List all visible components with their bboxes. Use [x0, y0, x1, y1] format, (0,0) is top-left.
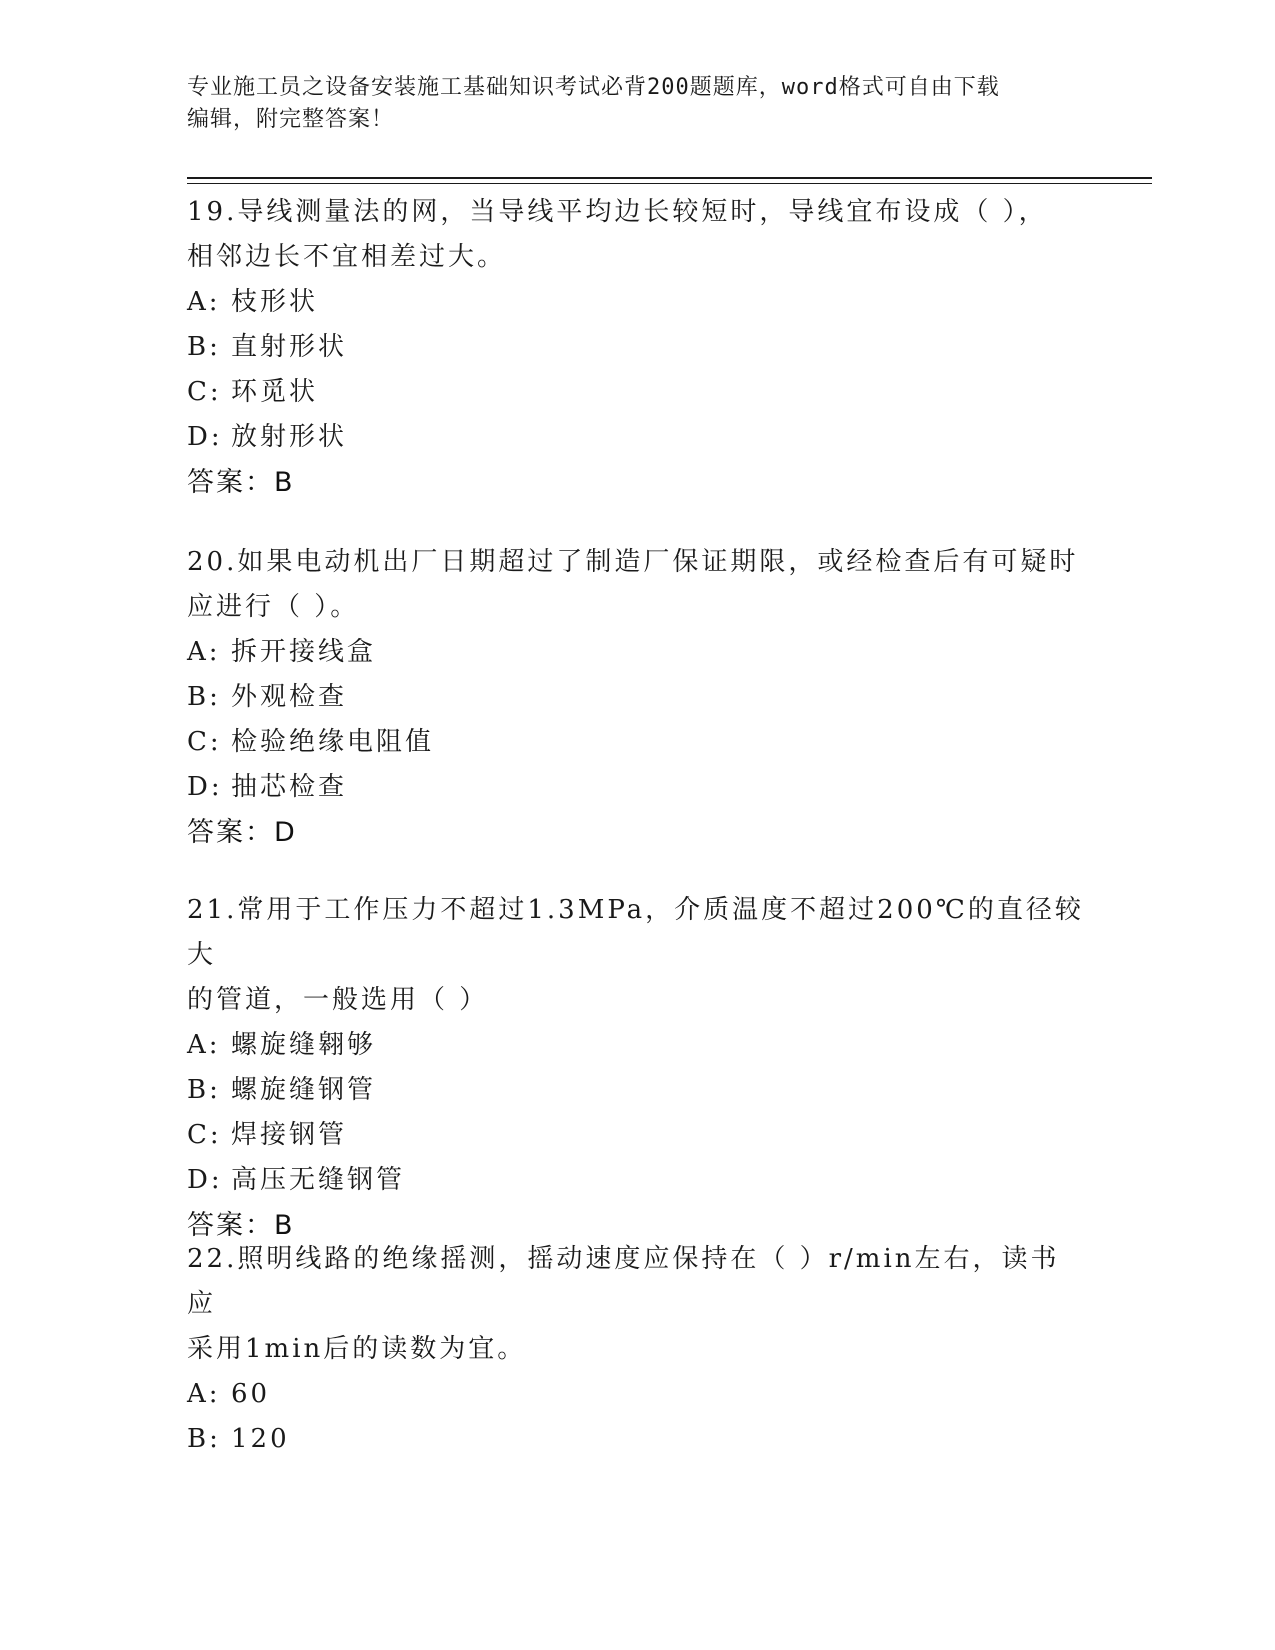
option-text: 检验绝缘电阻值: [231, 727, 435, 757]
option-c: [187, 370, 1087, 415]
option-text: 枝形状: [231, 287, 319, 317]
question-19: [187, 190, 1087, 505]
option-a: [187, 630, 1087, 675]
question-text-line-1: 20.如果电动机出厂日期超过了制造厂保证期限，或经检查后有可疑时: [187, 547, 1079, 577]
option-letter: A:: [187, 1379, 221, 1409]
question-21: [187, 888, 1087, 1248]
option-text: 环觅状: [231, 377, 319, 407]
option-letter: A:: [187, 1030, 221, 1060]
option-text: 焊接钢管: [231, 1120, 348, 1150]
option-letter: C:: [187, 727, 222, 757]
answer-label: 答案：D: [187, 817, 297, 848]
option-text: 直射形状: [231, 332, 348, 362]
option-d: [187, 415, 1087, 460]
header-divider-thick: [187, 177, 1152, 179]
option-letter: A:: [187, 287, 221, 317]
option-letter: C:: [187, 1120, 222, 1150]
option-a: [187, 1023, 1087, 1068]
option-text: 放射形状: [231, 422, 348, 452]
option-b: [187, 1417, 1087, 1462]
option-text: 60: [231, 1379, 271, 1409]
question-text-line-2: 相邻边长不宜相差过大。: [187, 242, 507, 272]
header-line-1: 专业施工员之设备安装施工基础知识考试必背200题题库，word格式可自由下载: [187, 75, 1000, 100]
option-text: 抽芯检查: [231, 772, 348, 802]
option-b: [187, 675, 1087, 720]
question-text-line-1: 22.照明线路的绝缘摇测，摇动速度应保持在（ ）r/min左右，读书应: [187, 1244, 1060, 1319]
option-letter: D:: [187, 1165, 223, 1195]
option-a: [187, 1372, 1087, 1417]
option-letter: C:: [187, 377, 222, 407]
question-text-line-2: 的管道，一般选用（ ）: [187, 985, 489, 1015]
option-text: 外观检查: [231, 682, 348, 712]
question-text-line-2: 应进行（ ）。: [187, 592, 360, 622]
question-text-line-2: 采用1min后的读数为宜。: [187, 1334, 527, 1364]
option-text: 螺旋缝翱够: [231, 1030, 377, 1060]
question-22: [187, 1237, 1087, 1462]
option-letter: A:: [187, 637, 221, 667]
option-letter: D:: [187, 772, 223, 802]
answer-label: 答案：B: [187, 1210, 295, 1241]
option-letter: B:: [187, 332, 221, 362]
option-d: [187, 765, 1087, 810]
header-line-2: 编辑，附完整答案！: [187, 107, 395, 132]
option-letter: D:: [187, 422, 223, 452]
document-header: [187, 72, 1087, 136]
question-20: [187, 540, 1087, 855]
option-c: [187, 1113, 1087, 1158]
option-text: 120: [231, 1424, 290, 1454]
question-text-line-1: 19.导线测量法的网，当导线平均边长较短时，导线宜布设成（ ），: [187, 197, 1048, 227]
option-d: [187, 1158, 1087, 1203]
option-letter: B:: [187, 682, 221, 712]
question-text-line-1: 21.常用于工作压力不超过1.3MPa，介质温度不超过200℃的直径较大: [187, 895, 1084, 970]
option-text: 螺旋缝钢管: [231, 1075, 377, 1105]
option-letter: B:: [187, 1075, 221, 1105]
option-c: [187, 720, 1087, 765]
option-letter: B:: [187, 1424, 221, 1454]
option-b: [187, 1068, 1087, 1113]
option-a: [187, 280, 1087, 325]
option-b: [187, 325, 1087, 370]
option-text: 高压无缝钢管: [231, 1165, 406, 1195]
answer-label: 答案：B: [187, 467, 295, 498]
header-divider-thin: [187, 183, 1152, 184]
option-text: 拆开接线盒: [231, 637, 377, 667]
